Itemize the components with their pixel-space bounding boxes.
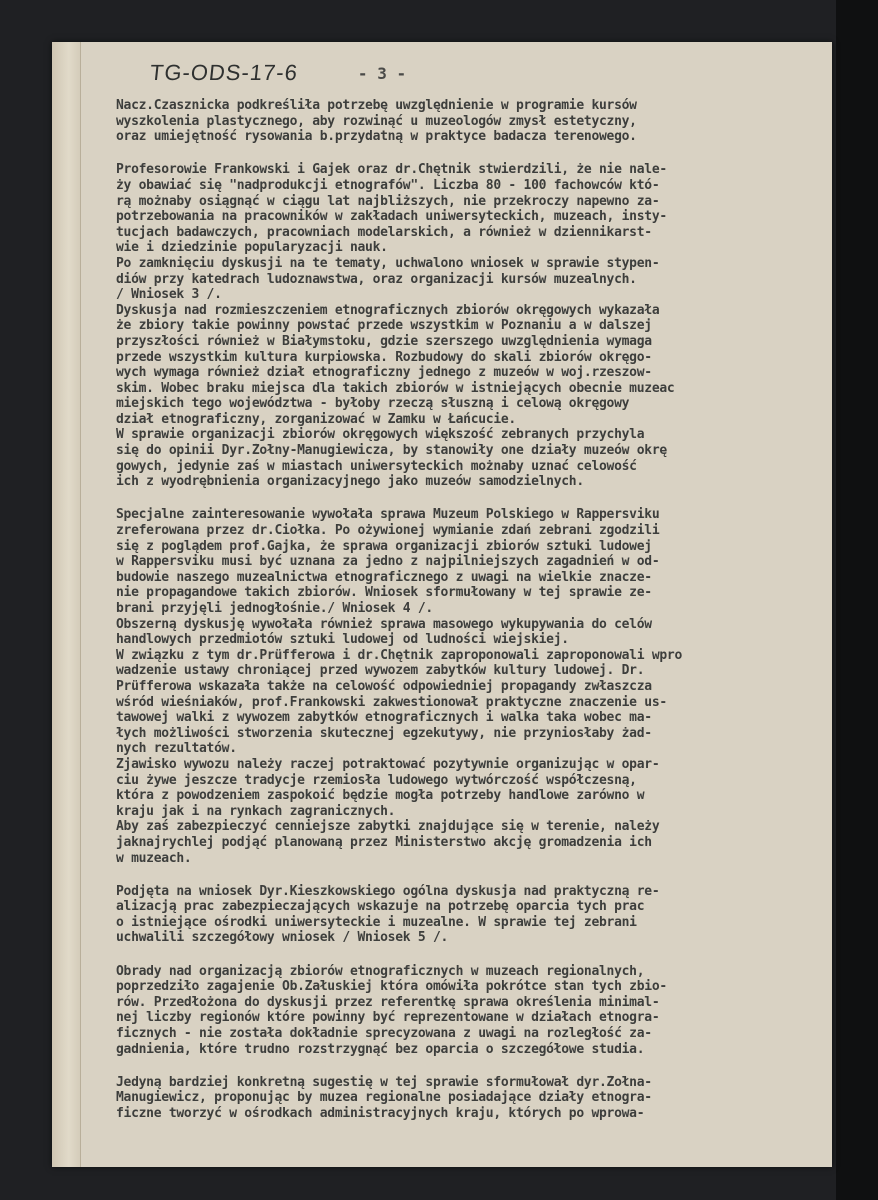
text-line: wych wymaga również dział etnograficzny jednego z muzeów w woj.rzeszow-	[116, 365, 652, 381]
text-line: wśród wieśniaków, prof.Frankowski zakwestionował praktyczne znaczenie us-	[116, 694, 667, 710]
text-line: która z powodzeniem zaspokoić będzie mogła potrzeby handlowe zarówno w	[116, 788, 645, 804]
text-line: nie propagandowe takich zbiorów. Wniosek sformułowany w tej sprawie ze-	[116, 585, 652, 601]
text-line: Specjalne zainteresowanie wywołała sprawa Muzeum Polskiego w Rappersviku	[116, 507, 660, 523]
text-line: skim. Wobec braku miejsca dla takich zbiorów w istniejących obecnie muzeac	[116, 380, 675, 396]
text-line: wadzenie ustawy chroniącej przed wywozem zabytków kultury ludowej. Dr.	[116, 663, 645, 679]
text-line: gowych, jedynie zaś w miastach uniwersyteckich możnaby uznać celowość	[116, 458, 637, 474]
paragraph	[116, 507, 816, 866]
paragraph	[116, 884, 816, 946]
text-line: kraju jak i na rynkach zagranicznych.	[116, 803, 396, 819]
text-line: Obrady nad organizacją zbiorów etnograficznych w muzeach regionalnych,	[116, 963, 645, 979]
text-line: ciu żywe jeszcze tradycje rzemiosła ludowego wytwórczość współczesną,	[116, 772, 637, 788]
text-line: handlowych przedmiotów sztuki ludowej od ludności wiejskiej.	[116, 632, 569, 648]
text-line: potrzebowania na pracowników w zakładach uniwersyteckich, muzeach, insty-	[116, 209, 667, 225]
text-line: że zbiory takie powinny powstać przede wszystkim w Poznaniu a w dalszej	[116, 318, 652, 334]
dark-background-strip	[836, 0, 878, 1200]
page-header	[150, 58, 406, 88]
text-line: Jedyną bardziej konkretną sugestię w tej sprawie sformułował dyr.Żołna-	[116, 1074, 652, 1090]
text-line: rą możnaby osiągnąć w ciągu lat najbliższych, nie przekroczy napewno za-	[116, 193, 660, 209]
text-line: ich z wyodrębnienia organizacyjnego jako muzeów samodzielnych.	[116, 474, 584, 490]
text-line: W sprawie organizacji zbiorów okręgowych większość zebranych przychyla	[116, 427, 645, 443]
text-line: diów przy katedrach ludoznawstwa, oraz organizacji kursów muzealnych.	[116, 271, 637, 287]
text-line: ficzne tworzyć w ośrodkach administracyjnych kraju, których po wprowa-	[116, 1106, 645, 1121]
page-number: - 3 -	[357, 63, 407, 83]
paragraph	[116, 162, 816, 489]
text-line: w Rappersviku musi być uznana za jedno z najpilniejszych zagadnień w od-	[116, 554, 660, 570]
text-line: zreferowana przez dr.Ciołka. Po ożywionej wymianie zdań zebrani zgodzili	[116, 523, 660, 539]
text-line: Profesorowie Frankowski i Gajek oraz dr.Chętnik stwierdzili, że nie nale-	[116, 162, 667, 178]
text-line: jaknajrychlej podjąć planowaną przez Ministerstwo akcję gromadzenia ich	[116, 834, 652, 850]
text-line: Po zamknięciu dyskusji na te tematy, uchwalono wniosek w sprawie stypen-	[116, 255, 660, 271]
text-line: W związku z tym dr.Prüfferowa i dr.Chętnik zaproponowali zaproponowali wpro	[116, 647, 682, 663]
text-line: nych rezultatów.	[116, 741, 237, 757]
text-line: Podjęta na wniosek Dyr.Kieszkowskiego ogólna dyskusja nad praktyczną re-	[116, 883, 660, 899]
text-line: gadnienia, które trudno rozstrzygnąć bez oparcia o szczegółowe studia.	[116, 1041, 645, 1057]
page-fold-edge	[52, 42, 81, 1167]
paragraph	[116, 1075, 816, 1122]
text-line: Nacz.Czasznicka podkreśliła potrzebę uwzględnienie w programie kursów	[116, 98, 637, 113]
text-line: rów. Przedłożona do dyskusji przez referentkę sprawa określenia minimal-	[116, 994, 660, 1010]
text-line: Prüfferowa wskazała także na celowość odpowiedniej propagandy zwłaszcza	[116, 678, 652, 694]
text-line: tawowej walki z wywozem zabytków etnograficznych i walka taka wobec ma-	[116, 710, 652, 726]
text-line: / Wniosek 3 /.	[116, 287, 222, 303]
text-line: miejskich tego województwa - byłoby rzeczą słuszną i celową okręgowy	[116, 396, 630, 412]
text-line: brani przyjęli jednogłośnie./ Wniosek 4 /.	[116, 601, 433, 616]
handwritten-reference: TG-ODS-17-6	[148, 60, 300, 85]
text-line: Obszerną dyskusję wywołała również sprawa masowego wykupywania do celów	[116, 616, 652, 632]
text-line: dział etnograficzny, zorganizować w Zamku w Łańcucie.	[116, 411, 516, 427]
text-line: tucjach badawczych, pracowniach modelarskich, a również w dziennikarst-	[116, 224, 652, 240]
text-line: uchwalili szczegółowy wniosek / Wniosek 5 /.	[116, 930, 449, 946]
paragraph	[116, 98, 816, 145]
text-line: Dyskusja nad rozmieszczeniem etnograficznych zbiorów okręgowych wykazała	[116, 302, 660, 318]
text-line: Aby zaś zabezpieczyć cenniejsze zabytki znajdujące się w terenie, należy	[116, 819, 660, 835]
text-line: przyszłości również w Białymstoku, gdzie szerszego uwzględnienia wymaga	[116, 333, 652, 349]
text-line: się z poglądem prof.Gajka, że sprawa organizacji zbiorów sztuki ludowej	[116, 538, 652, 554]
text-line: o istniejące ośrodki uniwersyteckie i muzealne. W sprawie tej zebrani	[116, 914, 637, 930]
text-line: ficznych - nie została dokładnie sprecyzowana z uwagi na rozległość za-	[116, 1026, 652, 1042]
text-line: Zjawisko wywozu należy raczej potraktować pozytywnie organizując w opar-	[116, 756, 660, 772]
text-line: ży obawiać się "nadprodukcji etnografów". Liczba 80 - 100 fachowców któ-	[116, 177, 660, 193]
text-line: oraz umiejętność rysowania b.przydatną w praktyce badacza terenowego.	[116, 129, 637, 145]
text-line: Manugiewicz, proponując by muzea regionalne posiadające działy etnogra-	[116, 1090, 652, 1106]
text-line: się do opinii Dyr.Żołny-Manugiewicza, by stanowiły one działy muzeów okrę	[116, 443, 667, 459]
document-body	[116, 98, 816, 1139]
text-line: w muzeach.	[116, 850, 192, 866]
text-line: poprzedziło zagajenie Ob.Załuskiej która omówiła pokrótce stan tych zbio-	[116, 979, 667, 995]
text-line: budowie naszego muzealnictwa etnograficznego z uwagi na wielkie znacze-	[116, 569, 652, 585]
text-line: wyszkolenia plastycznego, aby rozwinąć u muzeologów zmysł estetyczny,	[116, 113, 637, 129]
text-line: przede wszystkim kultura kurpiowska. Rozbudowy do skali zbiorów okręgo-	[116, 349, 652, 365]
text-line: alizacją prac zabezpieczających wskazuje na potrzebę oparcia tych prac	[116, 899, 645, 915]
text-line: nej liczby regionów które powinny być reprezentowane w działach etnogra-	[116, 1010, 660, 1026]
text-line: wie i dziedzinie popularyzacji nauk.	[116, 240, 388, 256]
paragraph	[116, 964, 816, 1058]
text-line: łych możliwości stworzenia skutecznej egzekutywy, nie przyniosłaby żad-	[116, 725, 652, 741]
